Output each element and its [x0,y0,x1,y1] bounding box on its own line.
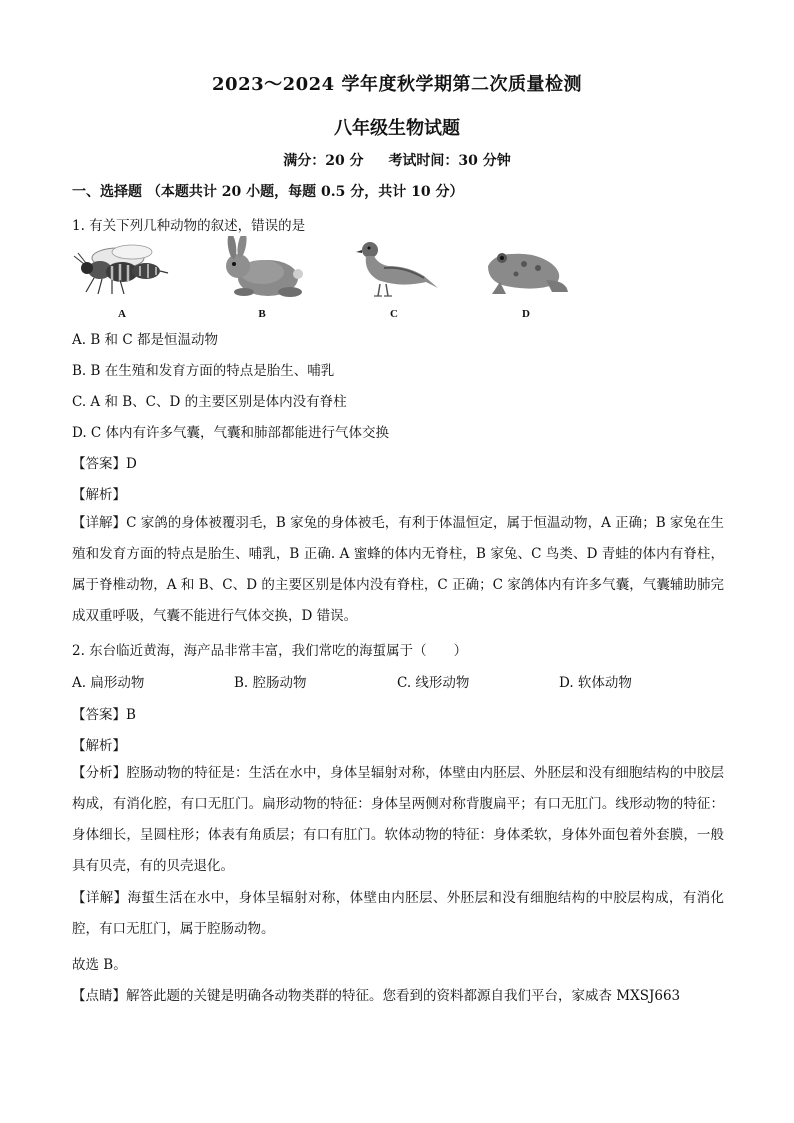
q2-analysis-label: 【解析】 [72,738,126,754]
q2-comment: 【点睛】解答此题的关键是明确各动物类群的特征。您看到的资料都源自我们平台，家威杏 MXSJ663 [72,988,681,1004]
q2-options [72,671,722,691]
q2-detail: 【详解】海蜇生活在水中，身体呈辐射对称，体壁由内胚层、外胚层和没有细胞结构的中胶层构成，有消化腔，有口无肛门，属于腔肠动物。 [72,890,724,937]
q1-option-b: B. B 在生殖和发育方面的特点是胎生、哺乳 [72,363,335,379]
q1-answer: 【答案】D [72,456,137,472]
figure-a [72,236,172,320]
q1-stem: 1. 有关下列几种动物的叙述，错误的是 [72,218,306,234]
figure-c-label: C [390,308,398,320]
pigeon-icon [344,236,444,302]
q1-analysis-label: 【解析】 [72,487,126,503]
q2-option-a: A. 扁形动物 [72,675,145,691]
frog-icon [476,236,576,302]
rabbit-icon [212,236,312,302]
q1-option-c: C. A 和 B、C、D 的主要区别是体内没有脊柱 [72,394,347,410]
figure-d-label: D [522,308,530,320]
bee-icon [72,236,172,302]
figure-b-label: B [258,308,266,320]
q1-option-d: D. C 体内有许多气囊，气囊和肺部都能进行气体交换 [72,425,390,441]
q2-option-d: D. 软体动物 [559,675,632,691]
q1-detail: 【详解】C 家鸽的身体被覆羽毛，B 家兔的身体被毛，有利于体温恒定，属于恒温动物，A 正确；B 家兔在生殖和发育方面的特点是胎生、哺乳，B 正确. A 蜜蜂的体内无脊柱，B 家兔、C 鸟类、D 青蛙的体内有脊柱，属于脊椎动物，A 和 B、C、D 的主要区别是体内没有脊柱，C 正确；C 家鸽体内有许多气囊，气囊辅助肺完成双重呼吸，气囊不能进行气体交换，D 错误。 [72,515,724,624]
q2-conclusion: 故选 B。 [72,957,127,973]
figure-d [476,236,576,320]
exam-title: 2023～2024 学年度秋学期第二次质量检测 [212,74,582,95]
exam-meta [0,150,794,170]
figure-a-label: A [118,308,126,320]
q1-option-a: A. B 和 C 都是恒温动物 [72,332,218,348]
score-info: 满分：20 分 [283,153,364,169]
q1-figures [72,236,572,320]
time-info: 考试时间：30 分钟 [388,153,511,169]
q2-option-b: B. 腔肠动物 [234,675,307,691]
q2-option-c: C. 线形动物 [397,675,470,691]
q2-answer: 【答案】B [72,707,136,723]
figure-b [212,236,312,320]
exam-subtitle: 八年级生物试题 [334,118,460,139]
q2-stem: 2. 东台临近黄海，海产品非常丰富，我们常吃的海蜇属于（ ） [72,643,468,659]
section-heading: 一、选择题 （本题共计 20 小题，每题 0.5 分，共计 10 分） [72,184,464,200]
figure-c [344,236,444,320]
q2-analysis: 【分析】腔肠动物的特征是：生活在水中，身体呈辐射对称，体壁由内胚层、外胚层和没有细胞结构的中胶层构成，有消化腔，有口无肛门。扁形动物的特征：身体呈两侧对称背腹扁平；有口无肛门。线形动物的特征：身体细长，呈圆柱形；体表有角质层；有口有肛门。软体动物的特征：身体柔软，身体外面包着外套膜，一般具有贝壳，有的贝壳退化。 [72,765,724,874]
